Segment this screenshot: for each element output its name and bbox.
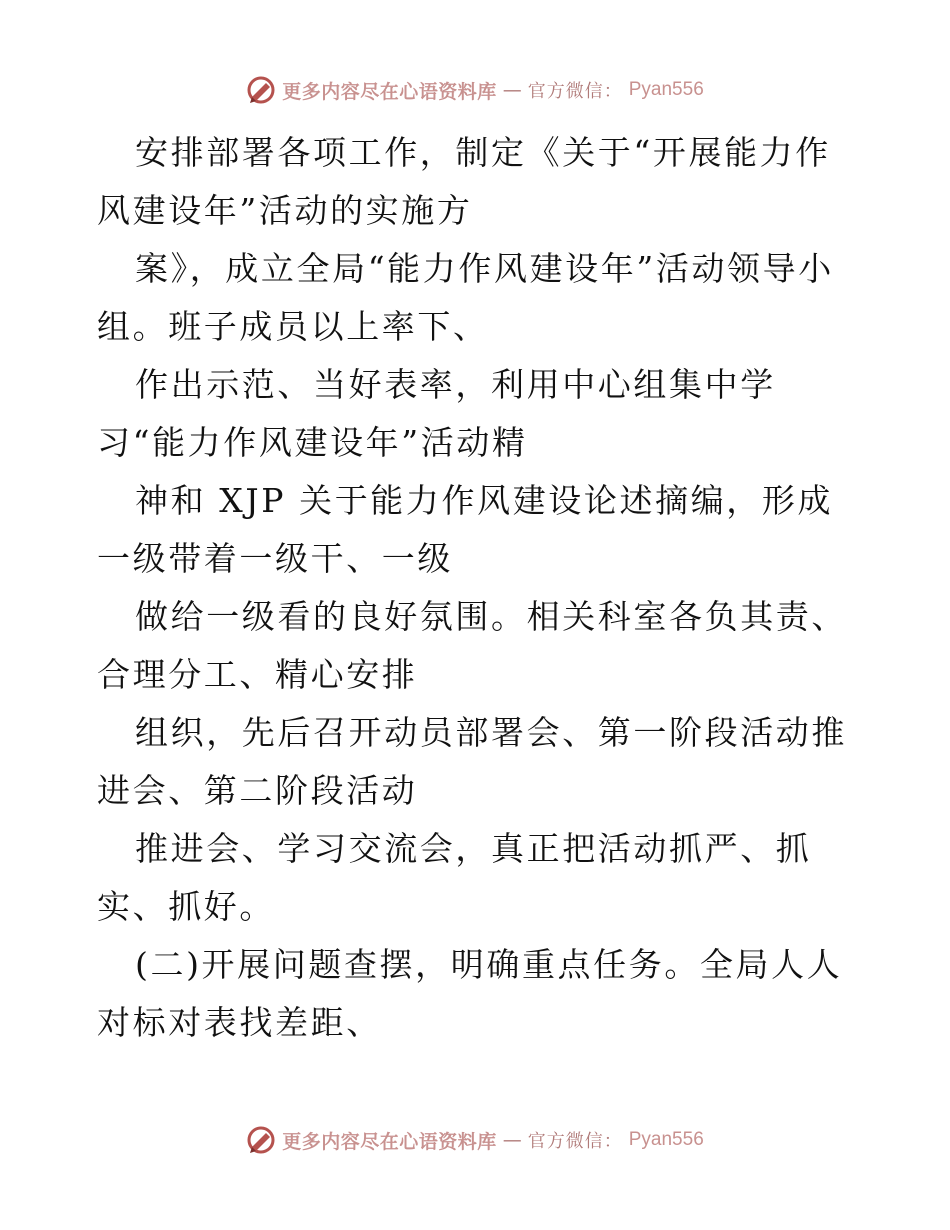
text-line: 做给一级看的良好氛围。相关科室各负其责、合理分工、精心安排 — [97, 597, 847, 694]
watermark-dash: — — [502, 1129, 522, 1151]
paragraph — [97, 820, 857, 936]
watermark-wechat-label: 官方微信： — [527, 1131, 623, 1152]
paragraph — [97, 472, 857, 588]
text-line: (二)开展问题查摆，明确重点任务。全局人人对标对表找差距、 — [97, 945, 843, 1042]
text-line: 组织，先后召开动员部署会、第一阶段活动推进会、第二阶段活动 — [97, 713, 847, 810]
text-line: 案》，成立全局“能力作风建设年”活动领导小组。班子成员以上率下、 — [97, 249, 834, 346]
paragraph — [97, 124, 857, 240]
document-body — [97, 124, 857, 1052]
watermark-title: 更多内容尽在心语资料库 — [282, 1130, 497, 1153]
pen-logo-icon — [246, 1125, 276, 1155]
text-line: 安排部署各项工作，制定《关于“开展能力作风建设年”活动的实施方 — [97, 133, 831, 230]
footer-watermark — [0, 1120, 950, 1160]
paragraph — [97, 356, 857, 472]
paragraph — [97, 588, 857, 704]
watermark-title: 更多内容尽在心语资料库 — [282, 80, 497, 103]
watermark-wechat-id: Pyan556 — [628, 1129, 704, 1150]
paragraph — [97, 240, 857, 356]
paragraph — [97, 936, 857, 1052]
watermark-wechat-id: Pyan556 — [628, 79, 704, 100]
watermark-dash: — — [502, 79, 522, 101]
watermark-wechat-label: 官方微信： — [527, 81, 623, 102]
header-watermark — [0, 70, 950, 110]
paragraph — [97, 704, 857, 820]
pen-logo-icon — [246, 75, 276, 105]
text-line: 神和 XJP 关于能力作风建设论述摘编，形成一级带着一级干、一级 — [97, 481, 834, 578]
text-line: 作出示范、当好表率，利用中心组集中学习“能力作风建设年”活动精 — [97, 365, 776, 462]
text-line: 推进会、学习交流会，真正把活动抓严、抓实、抓好。 — [97, 829, 812, 926]
